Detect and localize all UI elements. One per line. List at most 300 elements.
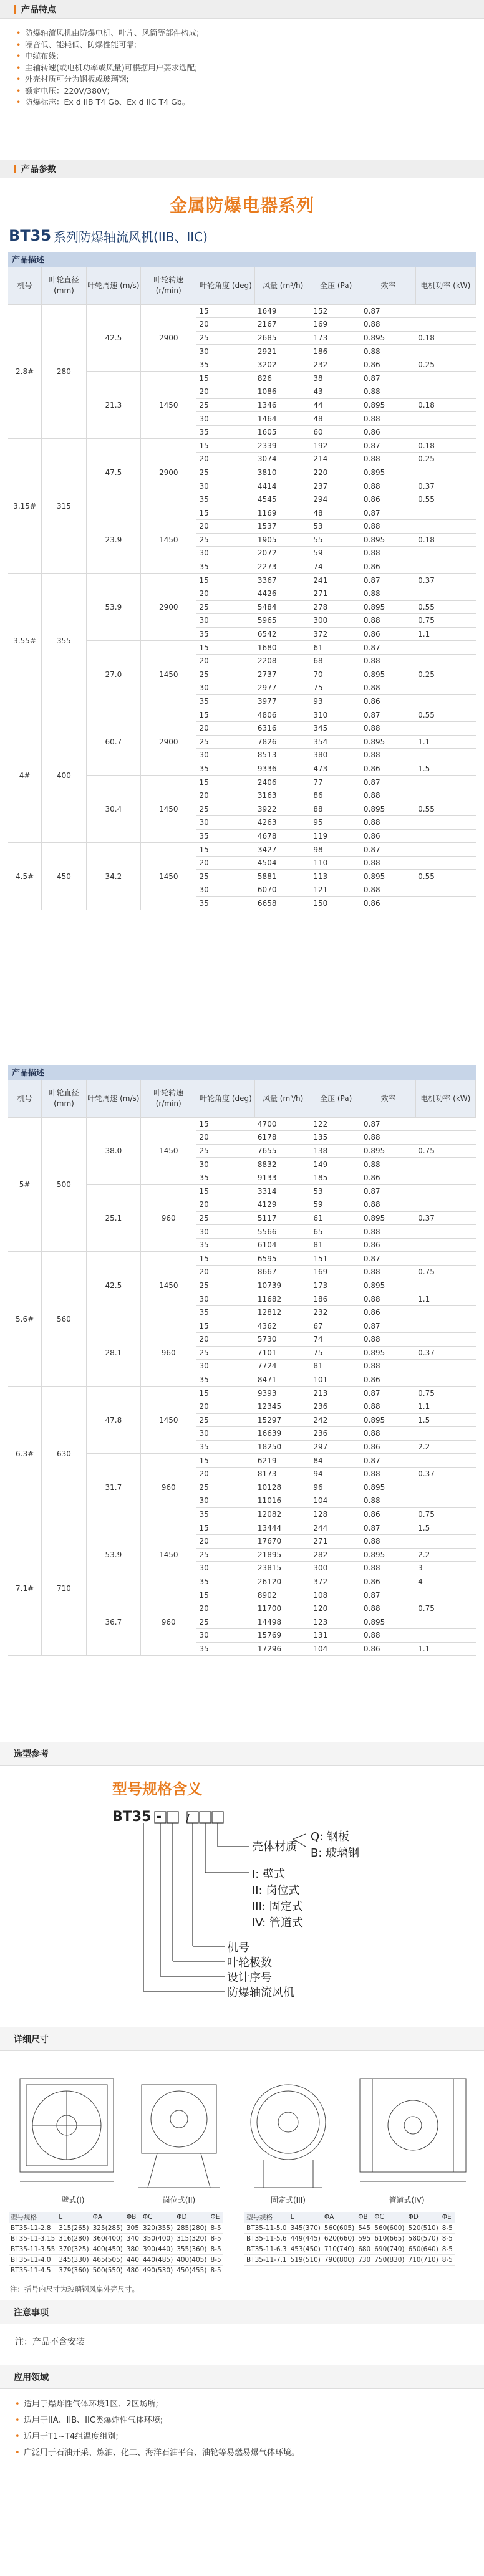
dimension-cell: 315(320) bbox=[175, 2233, 208, 2244]
efficiency-cell: 0.895 bbox=[361, 735, 415, 749]
dimension-header-cell: L bbox=[289, 2212, 322, 2223]
airflow-cell: 1086 bbox=[255, 385, 311, 399]
efficiency-cell: 0.88 bbox=[361, 1360, 415, 1373]
impeller-dia-cell: 280 bbox=[42, 304, 87, 439]
pressure-cell: 236 bbox=[311, 1427, 361, 1441]
caption-fixed-type: 固定式(III) bbox=[271, 2196, 306, 2204]
power-cell bbox=[415, 883, 475, 897]
angle-cell: 30 bbox=[196, 1225, 255, 1239]
tip-speed-cell: 28.1 bbox=[86, 1319, 140, 1387]
dimension-cell: 400(450) bbox=[91, 2244, 125, 2254]
airflow-cell: 18250 bbox=[255, 1440, 311, 1454]
tip-speed-cell: 42.5 bbox=[86, 304, 140, 372]
application-text: 适用于爆炸性气体环境1区、2区场所; bbox=[24, 2400, 158, 2409]
dimension-cell: 610(665) bbox=[372, 2233, 406, 2244]
pressure-cell: 300 bbox=[311, 614, 361, 628]
efficiency-cell: 0.86 bbox=[361, 694, 415, 708]
power-cell: 0.75 bbox=[415, 1602, 475, 1615]
efficiency-cell: 0.86 bbox=[361, 1373, 415, 1387]
efficiency-cell: 0.895 bbox=[361, 398, 415, 412]
rotation-cell: 1450 bbox=[141, 1521, 196, 1588]
wall-type-drawing bbox=[20, 2079, 114, 2181]
efficiency-cell: 0.86 bbox=[361, 1440, 415, 1454]
table-header-cell: 叶轮角度 (deg) bbox=[196, 267, 255, 304]
efficiency-cell: 0.86 bbox=[361, 1171, 415, 1185]
power-cell bbox=[415, 1319, 475, 1333]
dimension-cell: 440 bbox=[125, 2254, 141, 2265]
dimension-cell: 379(360) bbox=[57, 2265, 90, 2276]
rotation-cell: 1450 bbox=[141, 776, 196, 843]
dimension-header-cell: ΦA bbox=[322, 2212, 356, 2223]
angle-cell: 20 bbox=[196, 520, 255, 534]
dimension-row bbox=[9, 2244, 223, 2254]
tip-speed-cell: 47.5 bbox=[86, 439, 140, 506]
angle-cell: 20 bbox=[196, 654, 255, 668]
impeller-dia-cell: 710 bbox=[42, 1521, 87, 1656]
power-cell bbox=[415, 654, 475, 668]
model-code-prefix: BT35 - bbox=[112, 1809, 162, 1825]
rotation-cell: 2900 bbox=[141, 708, 196, 776]
selection-title: 选型参考 bbox=[14, 1749, 49, 1759]
pressure-cell: 278 bbox=[311, 600, 361, 614]
power-cell bbox=[415, 304, 475, 318]
pressure-cell: 70 bbox=[311, 668, 361, 681]
tip-speed-cell: 53.9 bbox=[86, 574, 140, 641]
airflow-cell: 6658 bbox=[255, 896, 311, 910]
airflow-cell: 4806 bbox=[255, 708, 311, 722]
pressure-cell: 173 bbox=[311, 1279, 361, 1292]
dimension-header-cell: ΦB bbox=[125, 2212, 141, 2223]
airflow-cell: 8513 bbox=[255, 749, 311, 762]
pressure-cell: 192 bbox=[311, 439, 361, 453]
angle-cell: 15 bbox=[196, 1387, 255, 1400]
table-row bbox=[8, 843, 476, 857]
angle-cell: 35 bbox=[196, 896, 255, 910]
features-title: 产品特点 bbox=[21, 4, 56, 15]
efficiency-cell: 0.87 bbox=[361, 1252, 415, 1266]
efficiency-cell: 0.88 bbox=[361, 1333, 415, 1347]
angle-cell: 30 bbox=[196, 1360, 255, 1373]
impeller-dia-cell: 630 bbox=[42, 1387, 87, 1521]
efficiency-cell: 0.895 bbox=[361, 1346, 415, 1360]
power-cell bbox=[415, 1481, 475, 1494]
airflow-cell: 2072 bbox=[255, 547, 311, 560]
angle-cell: 20 bbox=[196, 318, 255, 332]
angle-cell: 30 bbox=[196, 479, 255, 493]
application-item bbox=[15, 2445, 469, 2461]
angle-cell: 25 bbox=[196, 1615, 255, 1629]
table-caption: 产品描述 bbox=[8, 252, 476, 267]
feature-text: 额定电压：220V/380V; bbox=[25, 85, 110, 95]
dimension-cell: 8-5 bbox=[440, 2233, 455, 2244]
pressure-cell: 138 bbox=[311, 1144, 361, 1158]
power-cell: 0.37 bbox=[415, 1346, 475, 1360]
pressure-cell: 60 bbox=[311, 425, 361, 439]
pressure-cell: 244 bbox=[311, 1521, 361, 1535]
airflow-cell: 6219 bbox=[255, 1454, 311, 1468]
rotation-cell: 1450 bbox=[141, 372, 196, 439]
mount-post: II: 岗位式 bbox=[252, 1884, 300, 1897]
dimension-header-cell: 型号规格 bbox=[9, 2212, 57, 2223]
airflow-cell: 11700 bbox=[255, 1602, 311, 1615]
pressure-cell: 48 bbox=[311, 412, 361, 426]
airflow-cell: 13444 bbox=[255, 1521, 311, 1535]
dimension-cell: BT35-11-3.15 bbox=[9, 2233, 57, 2244]
dimension-cell: 680 bbox=[356, 2244, 372, 2254]
table-row bbox=[8, 1252, 476, 1266]
pressure-cell: 242 bbox=[311, 1413, 361, 1427]
param-table-1-wrap bbox=[0, 252, 484, 1057]
dimension-cell: 315(265) bbox=[57, 2223, 90, 2233]
angle-cell: 15 bbox=[196, 1521, 255, 1535]
pressure-cell: 48 bbox=[311, 506, 361, 520]
table-header-cell: 全压 (Pa) bbox=[311, 1080, 361, 1117]
efficiency-cell: 0.88 bbox=[361, 1292, 415, 1306]
pressure-cell: 53 bbox=[311, 520, 361, 534]
pressure-cell: 169 bbox=[311, 318, 361, 332]
efficiency-cell: 0.88 bbox=[361, 614, 415, 628]
angle-cell: 25 bbox=[196, 870, 255, 883]
efficiency-cell: 0.87 bbox=[361, 1521, 415, 1535]
application-list bbox=[0, 2389, 484, 2461]
airflow-cell: 1605 bbox=[255, 425, 311, 439]
feature-item bbox=[16, 62, 468, 74]
dimension-cell: 8-5 bbox=[208, 2244, 223, 2254]
application-text: 适用于T1~T4组温度组别; bbox=[24, 2432, 119, 2441]
airflow-cell: 1537 bbox=[255, 520, 311, 534]
power-cell: 3 bbox=[415, 1562, 475, 1575]
pressure-cell: 122 bbox=[311, 1117, 361, 1131]
power-cell: 0.18 bbox=[415, 533, 475, 547]
table-header-cell: 风量 (m³/h) bbox=[255, 1080, 311, 1117]
power-cell bbox=[415, 318, 475, 332]
airflow-cell: 9133 bbox=[255, 1171, 311, 1185]
pressure-cell: 84 bbox=[311, 1454, 361, 1468]
pressure-cell: 38 bbox=[311, 372, 361, 385]
dimension-cell: 520(510) bbox=[407, 2223, 440, 2233]
power-cell: 0.75 bbox=[415, 1266, 475, 1279]
section-mark bbox=[14, 5, 16, 14]
dimension-cell: 490(530) bbox=[141, 2265, 175, 2276]
efficiency-cell: 0.87 bbox=[361, 1185, 415, 1198]
dimension-cell: 8-5 bbox=[440, 2223, 455, 2233]
airflow-cell: 1346 bbox=[255, 398, 311, 412]
pressure-cell: 232 bbox=[311, 358, 361, 372]
tip-speed-cell: 53.9 bbox=[86, 1521, 140, 1588]
airflow-cell: 5965 bbox=[255, 614, 311, 628]
pressure-cell: 120 bbox=[311, 1602, 361, 1615]
airflow-cell: 2208 bbox=[255, 654, 311, 668]
pressure-cell: 241 bbox=[311, 574, 361, 587]
feature-text: 电缆布线; bbox=[25, 51, 59, 60]
mount-duct: IV: 管道式 bbox=[252, 1916, 303, 1930]
pressure-cell: 380 bbox=[311, 749, 361, 762]
dimension-cell: BT35-11-7.1 bbox=[244, 2254, 289, 2265]
dimension-cell: 500(550) bbox=[91, 2265, 125, 2276]
airflow-cell: 4129 bbox=[255, 1198, 311, 1212]
power-cell: 0.55 bbox=[415, 708, 475, 722]
application-header bbox=[0, 2365, 484, 2389]
power-cell: 2.2 bbox=[415, 1548, 475, 1562]
efficiency-cell: 0.88 bbox=[361, 1602, 415, 1615]
pressure-cell: 135 bbox=[311, 1131, 361, 1145]
features-header bbox=[0, 0, 484, 19]
pressure-cell: 59 bbox=[311, 1198, 361, 1212]
efficiency-cell: 0.88 bbox=[361, 1427, 415, 1441]
angle-cell: 30 bbox=[196, 883, 255, 897]
power-cell: 0.37 bbox=[415, 1211, 475, 1225]
table-header-cell: 全压 (Pa) bbox=[311, 267, 361, 304]
efficiency-cell: 0.86 bbox=[361, 1305, 415, 1319]
param-table-2-wrap bbox=[0, 1065, 484, 1742]
angle-cell: 20 bbox=[196, 721, 255, 735]
airflow-cell: 3427 bbox=[255, 843, 311, 857]
notes-text: 注：产品不含安装 bbox=[15, 2337, 85, 2347]
pressure-cell: 119 bbox=[311, 829, 361, 843]
feature-text: 防爆轴流风机由防爆电机、叶片、风筒等部件构成; bbox=[25, 28, 200, 37]
dimension-cell: 325(285) bbox=[91, 2223, 125, 2233]
params-title: 产品参数 bbox=[21, 164, 56, 175]
features-list bbox=[0, 19, 484, 160]
dimension-row bbox=[9, 2233, 223, 2244]
airflow-cell: 2921 bbox=[255, 345, 311, 358]
material-label: 壳体材质 bbox=[252, 1840, 297, 1853]
airflow-cell: 8832 bbox=[255, 1158, 311, 1171]
pressure-cell: 113 bbox=[311, 870, 361, 883]
param-table-1 bbox=[8, 252, 476, 910]
airflow-cell: 8173 bbox=[255, 1467, 311, 1481]
power-cell bbox=[415, 1117, 475, 1131]
pressure-cell: 186 bbox=[311, 345, 361, 358]
power-cell bbox=[415, 1158, 475, 1171]
dimension-cell: 710(740) bbox=[322, 2244, 356, 2254]
rotation-cell: 1450 bbox=[141, 1387, 196, 1454]
dimension-cell: 790(800) bbox=[322, 2254, 356, 2265]
impeller-dia-cell: 315 bbox=[42, 439, 87, 574]
table-header-cell: 电机功率 (kW) bbox=[415, 1080, 475, 1117]
angle-cell: 15 bbox=[196, 1588, 255, 1602]
power-cell bbox=[415, 1333, 475, 1347]
efficiency-cell: 0.86 bbox=[361, 896, 415, 910]
efficiency-cell: 0.88 bbox=[361, 789, 415, 802]
pressure-cell: 214 bbox=[311, 453, 361, 466]
power-cell: 0.55 bbox=[415, 600, 475, 614]
airflow-cell: 4426 bbox=[255, 587, 311, 600]
airflow-cell: 6178 bbox=[255, 1131, 311, 1145]
power-cell bbox=[415, 547, 475, 560]
table-row bbox=[8, 574, 476, 587]
bullet-icon: • bbox=[16, 85, 21, 95]
pressure-cell: 53 bbox=[311, 1185, 361, 1198]
pressure-cell: 300 bbox=[311, 1562, 361, 1575]
dimensions-header bbox=[0, 2027, 484, 2051]
airflow-cell: 1905 bbox=[255, 533, 311, 547]
feature-text: 主轴转速(或电机功率或风量)可根据用户要求选配; bbox=[25, 62, 198, 72]
efficiency-cell: 0.88 bbox=[361, 1131, 415, 1145]
pressure-cell: 94 bbox=[311, 1467, 361, 1481]
power-cell bbox=[415, 1454, 475, 1468]
angle-cell: 30 bbox=[196, 749, 255, 762]
dimension-row bbox=[244, 2244, 455, 2254]
dimension-cell: 285(280) bbox=[175, 2223, 208, 2233]
material-steel: Q: 钢板 bbox=[311, 1830, 349, 1843]
dimension-cell: 545 bbox=[356, 2223, 372, 2233]
angle-cell: 15 bbox=[196, 641, 255, 655]
feature-item bbox=[16, 50, 468, 62]
angle-cell: 35 bbox=[196, 1575, 255, 1588]
rotation-cell: 2900 bbox=[141, 439, 196, 506]
airflow-cell: 10739 bbox=[255, 1279, 311, 1292]
angle-cell: 15 bbox=[196, 574, 255, 587]
feature-text: 防爆标志：Ex d IIB T4 Gb、Ex d IIC T4 Gb。 bbox=[25, 97, 190, 107]
fixed-type-drawing bbox=[251, 2085, 326, 2188]
efficiency-cell: 0.895 bbox=[361, 1211, 415, 1225]
pressure-cell: 93 bbox=[311, 694, 361, 708]
dimension-cell: 390(440) bbox=[141, 2244, 175, 2254]
tip-speed-cell: 30.4 bbox=[86, 776, 140, 843]
mount-fixed: III: 固定式 bbox=[252, 1900, 303, 1913]
efficiency-cell: 0.895 bbox=[361, 600, 415, 614]
impeller-dia-cell: 560 bbox=[42, 1252, 87, 1387]
dimension-header-cell: ΦE bbox=[440, 2212, 455, 2223]
efficiency-cell: 0.86 bbox=[361, 762, 415, 776]
airflow-cell: 15297 bbox=[255, 1413, 311, 1427]
dimension-cell: 440(485) bbox=[141, 2254, 175, 2265]
airflow-cell: 4414 bbox=[255, 479, 311, 493]
airflow-cell: 2977 bbox=[255, 681, 311, 695]
airflow-cell: 6595 bbox=[255, 1252, 311, 1266]
efficiency-cell: 0.895 bbox=[361, 1279, 415, 1292]
efficiency-cell: 0.895 bbox=[361, 870, 415, 883]
efficiency-cell: 0.86 bbox=[361, 1642, 415, 1656]
pressure-cell: 294 bbox=[311, 493, 361, 506]
angle-cell: 20 bbox=[196, 587, 255, 600]
dimension-row bbox=[244, 2254, 455, 2265]
airflow-cell: 4545 bbox=[255, 493, 311, 506]
dimension-header-cell: ΦE bbox=[208, 2212, 223, 2223]
table-header-cell: 叶轮直径 (mm) bbox=[42, 267, 87, 304]
pressure-cell: 152 bbox=[311, 304, 361, 318]
power-cell: 0.55 bbox=[415, 802, 475, 816]
airflow-cell: 14498 bbox=[255, 1615, 311, 1629]
feature-item bbox=[16, 85, 468, 97]
power-cell bbox=[415, 1131, 475, 1145]
airflow-cell: 8667 bbox=[255, 1266, 311, 1279]
dimension-header-cell: ΦC bbox=[141, 2212, 175, 2223]
airflow-cell: 6316 bbox=[255, 721, 311, 735]
power-cell: 0.75 bbox=[415, 1387, 475, 1400]
pressure-cell: 372 bbox=[311, 627, 361, 641]
angle-cell: 15 bbox=[196, 304, 255, 318]
efficiency-cell: 0.86 bbox=[361, 829, 415, 843]
dimension-row bbox=[9, 2254, 223, 2265]
pressure-cell: 59 bbox=[311, 547, 361, 560]
angle-cell: 25 bbox=[196, 1144, 255, 1158]
power-cell bbox=[415, 681, 475, 695]
application-item bbox=[15, 2413, 469, 2429]
efficiency-cell: 0.88 bbox=[361, 654, 415, 668]
efficiency-cell: 0.88 bbox=[361, 1266, 415, 1279]
airflow-cell: 3810 bbox=[255, 466, 311, 479]
dimension-cell: 710(710) bbox=[407, 2254, 440, 2265]
label-poles: 叶轮极数 bbox=[227, 1956, 272, 1969]
efficiency-cell: 0.86 bbox=[361, 1507, 415, 1521]
pressure-cell: 354 bbox=[311, 735, 361, 749]
angle-cell: 30 bbox=[196, 614, 255, 628]
table-header-cell: 叶轮角度 (deg) bbox=[196, 1080, 255, 1117]
airflow-cell: 4263 bbox=[255, 816, 311, 830]
application-text: 广泛用于石油开采、炼油、化工、海洋石油平台、油轮等易燃易爆气体环境。 bbox=[24, 2448, 300, 2458]
angle-cell: 20 bbox=[196, 1198, 255, 1212]
application-title: 应用领域 bbox=[14, 2372, 49, 2383]
table-row bbox=[8, 1387, 476, 1400]
airflow-cell: 2406 bbox=[255, 776, 311, 789]
rotation-cell: 1450 bbox=[141, 1252, 196, 1319]
airflow-cell: 3922 bbox=[255, 802, 311, 816]
dimension-cell: BT35-11-4.0 bbox=[9, 2254, 57, 2265]
dimension-header-row bbox=[244, 2212, 455, 2223]
angle-cell: 30 bbox=[196, 1427, 255, 1441]
impeller-dia-cell: 400 bbox=[42, 708, 87, 843]
pressure-cell: 81 bbox=[311, 1360, 361, 1373]
angle-cell: 20 bbox=[196, 1534, 255, 1548]
airflow-cell: 17670 bbox=[255, 1534, 311, 1548]
bullet-icon: • bbox=[16, 74, 21, 84]
feature-item bbox=[16, 74, 468, 85]
efficiency-cell: 0.88 bbox=[361, 385, 415, 399]
pressure-cell: 110 bbox=[311, 856, 361, 870]
efficiency-cell: 0.87 bbox=[361, 1319, 415, 1333]
angle-cell: 20 bbox=[196, 385, 255, 399]
dimension-header-cell: ΦA bbox=[91, 2212, 125, 2223]
power-cell bbox=[415, 587, 475, 600]
efficiency-cell: 0.88 bbox=[361, 856, 415, 870]
tip-speed-cell: 47.8 bbox=[86, 1387, 140, 1454]
power-cell bbox=[415, 385, 475, 399]
caption-wall-type: 壁式(I) bbox=[61, 2196, 85, 2204]
dimension-cell: 360(400) bbox=[91, 2233, 125, 2244]
efficiency-cell: 0.87 bbox=[361, 1117, 415, 1131]
airflow-cell: 4700 bbox=[255, 1117, 311, 1131]
airflow-cell: 6070 bbox=[255, 883, 311, 897]
tip-speed-cell: 27.0 bbox=[86, 641, 140, 708]
power-cell bbox=[415, 816, 475, 830]
table-header-cell: 效率 bbox=[361, 1080, 415, 1117]
power-cell: 0.25 bbox=[415, 358, 475, 372]
efficiency-cell: 0.88 bbox=[361, 547, 415, 560]
angle-cell: 25 bbox=[196, 466, 255, 479]
airflow-cell: 5484 bbox=[255, 600, 311, 614]
angle-cell: 20 bbox=[196, 1400, 255, 1413]
power-cell: 0.18 bbox=[415, 439, 475, 453]
machine-no-cell: 4# bbox=[8, 708, 42, 843]
duct-type-drawing bbox=[360, 2079, 466, 2181]
pressure-cell: 185 bbox=[311, 1171, 361, 1185]
efficiency-cell: 0.88 bbox=[361, 345, 415, 358]
pressure-cell: 43 bbox=[311, 385, 361, 399]
power-cell bbox=[415, 345, 475, 358]
rotation-cell: 2900 bbox=[141, 574, 196, 641]
angle-cell: 35 bbox=[196, 829, 255, 843]
dimension-cell: BT35-11-3.55 bbox=[9, 2244, 57, 2254]
angle-cell: 35 bbox=[196, 425, 255, 439]
table-caption-row bbox=[8, 252, 476, 267]
pressure-cell: 345 bbox=[311, 721, 361, 735]
dimension-cell: 345(330) bbox=[57, 2254, 90, 2265]
airflow-cell: 3163 bbox=[255, 789, 311, 802]
table-row bbox=[8, 439, 476, 453]
efficiency-cell: 0.88 bbox=[361, 1198, 415, 1212]
